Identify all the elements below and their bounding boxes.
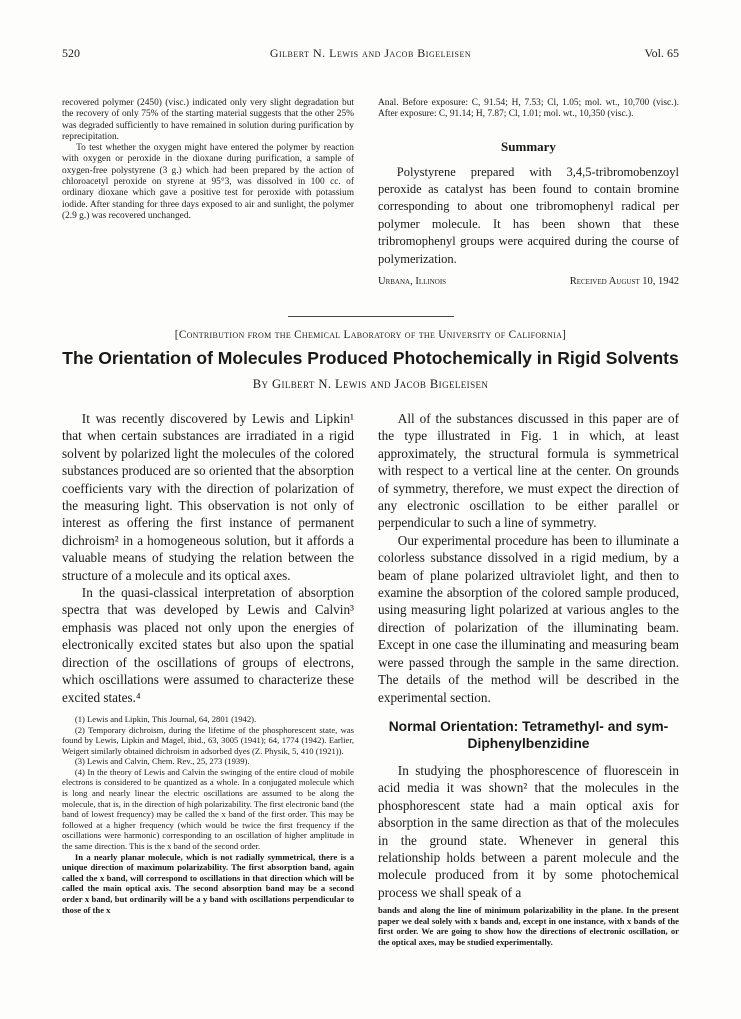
page-number: 520 (62, 46, 80, 60)
running-head: Gilbert N. Lewis and Jacob Bigeleisen (269, 46, 472, 60)
running-header (62, 46, 679, 64)
summary-text: Polystyrene prepared with 3,4,5-tribromobenzoyl peroxide as catalyst has been found to contain bromine corresponding to about one tribromophenyl radical per polymer molecule. It has been shown that these tribromophenyl groups were acquired during the course of polymerization. (378, 164, 679, 266)
article-paragraph-4: Our experimental procedure has been to illuminate a colorless substance dissolved in a rigid medium, by a beam of plane polarized ultraviolet light, and then to examine the absorption of the colored sample produced, using measuring light polarized at various angles to the direction of polarization of the illuminating beam. Except in one case the illuminating and measuring beam were passed through the sample in the same direction. The details of the method will be described in the experimental section. (378, 532, 679, 705)
previous-paragraph-1: recovered polymer (2450) (visc.) indicated only very slight degradation but the recovery of only 75% of the starting material suggests that the other 25% was degraded sufficiently to have remained in solution during purification by reprecipitation. (62, 98, 354, 142)
signature-line (378, 276, 679, 292)
footnote-continuation-text: bands and along the line of minimum polarizability in the plane. In the present paper we deal solely with x bands and, except in one instance, with x bands of the first order. We are going to show how the directions of electronic oscillation, or the optical axes, may be studied experimentally. (378, 905, 679, 947)
footnote: (4) In the theory of Lewis and Calvin the swinging of the entire cloud of mobile electrons is considered to be quantized as a whole. In a conjugated molecule which is long and nearly linear the electric oscillations are assumed to be along the molecule, that is, in the direction of high polarizability. The first electronic band (the band of lowest frequency) may be called the x band of the first order. This may be followed at a higher frequency (which would be twice the first frequency if the oscillations were harmonic) corresponding to an oscillation of higher amplitude in the same direction. This is the x band of the second order. (62, 766, 354, 852)
volume-number: Vol. 65 (644, 46, 679, 60)
previous-article-right-column (378, 98, 679, 292)
previous-article-left-column (62, 98, 354, 222)
received-date: Received August 10, 1942 (569, 276, 679, 288)
article-paragraph-3: All of the substances discussed in this paper are of the type illustrated in Fig. 1 in which, at least approximately, the structural formula is symmetrical with respect to a vertical line at the center. On grounds of symmetry, therefore, we must expect the direction of any electronic oscillation to be either parallel or perpendicular to such a line of symmetry. (378, 411, 679, 531)
previous-paragraph-2: To test whether the oxygen might have entered the polymer by reaction with oxygen or peroxide in the dioxane during purification, a sample of oxygen-free polystyrene (3 g.) which had been prepared by the action of chloroacetyl peroxide on styrene at 95°3, was dissolved in 100 cc. of ordinary dioxane which gave a positive test for peroxide with potassium iodide. After standing for three days exposed to air and sunlight, the polymer (2.9 g.) was recovered unchanged. (62, 143, 354, 221)
article-paragraph-1: It was recently discovered by Lewis and Lipkin¹ that when certain substances are irradiated in a rigid solvent by polarized light the molecules of the colored substances produced are so oriented that the absorption coefficients vary with the direction of polarization of the measuring light. This observation is not only of interest as offering the first instance of permanent dichroism² in a homogeneous solution, but it affords a valuable means of studying the relation between the structure of a molecule and its optical axes. (62, 411, 354, 583)
footnote: (3) Lewis and Calvin, Chem. Rev., 25, 273 (1939). (74, 756, 250, 767)
footnotes (62, 714, 354, 915)
article-right-column (378, 410, 679, 948)
article-title: The Orientation of Molecules Produced Photochemically in Rigid Solvents (62, 348, 679, 368)
analysis-paragraph: Anal. Before exposure: C, 91.54; H, 7.53; Cl, 1.05; mol. wt., 10,700 (visc.). After exposure: C, 91.14; H, 7.87; Cl, 1.01; mol. wt., 10,350 (visc.). (378, 98, 679, 120)
article-paragraph-2: In the quasi-classical interpretation of absorption spectra that was developed by Lewis and Calvin³ emphasis was placed not only upon the energies of electronically excited states but also upon the spatial direction of the oscillations of groups of electrons, which oscillations were assumed to characterize these excited states.⁴ (62, 585, 354, 705)
section-divider (288, 316, 454, 317)
footnote: (2) Temporary dichroism, during the lifetime of the phosphorescent state, was found by Lewis, Lipkin and Magel, ibid., 63, 3005 (1941); 64, 1774 (1942). Earlier, Weigert similarly obtained dichroism in adsorbed dyes (Z. Physik, 5, 410 (1921)). (62, 724, 354, 756)
byline: By Gilbert N. Lewis and Jacob Bigeleisen (252, 377, 489, 391)
contribution-line: [Contribution from the Chemical Laboratory of the University of California] (174, 329, 567, 341)
summary-heading: Summary (501, 138, 556, 154)
article-paragraph-5: In studying the phosphorescence of fluorescein in acid media it was shown² that the molecules in the phosphorescent state had a main optical axis for absorption in the same direction as that of the molecules in the ground state. Whenever in general this relationship holds between a parent molecule and the molecule produced from it by some photochemical process we shall speak of a (378, 762, 679, 900)
article-left-column (62, 410, 354, 915)
section-heading: Normal Orientation: Tetramethyl- and sym-Diphenylbenzidine (388, 718, 669, 751)
footnote-continued: In a nearly planar molecule, which is not radially symmetrical, there is a unique direction of maximum polarizability. The first absorption band, again called the x band, will correspond to oscillations in that direction which will be called the main optical axis. The second absorption band may be a second order x band, but ordinarily will be a y band with oscillations perpendicular to those of the x (62, 851, 354, 915)
place: Urbana, Illinois (378, 276, 447, 288)
footnote-continuation (378, 905, 679, 947)
footnote: (1) Lewis and Lipkin, This Journal, 64, 2801 (1942). (74, 713, 257, 724)
